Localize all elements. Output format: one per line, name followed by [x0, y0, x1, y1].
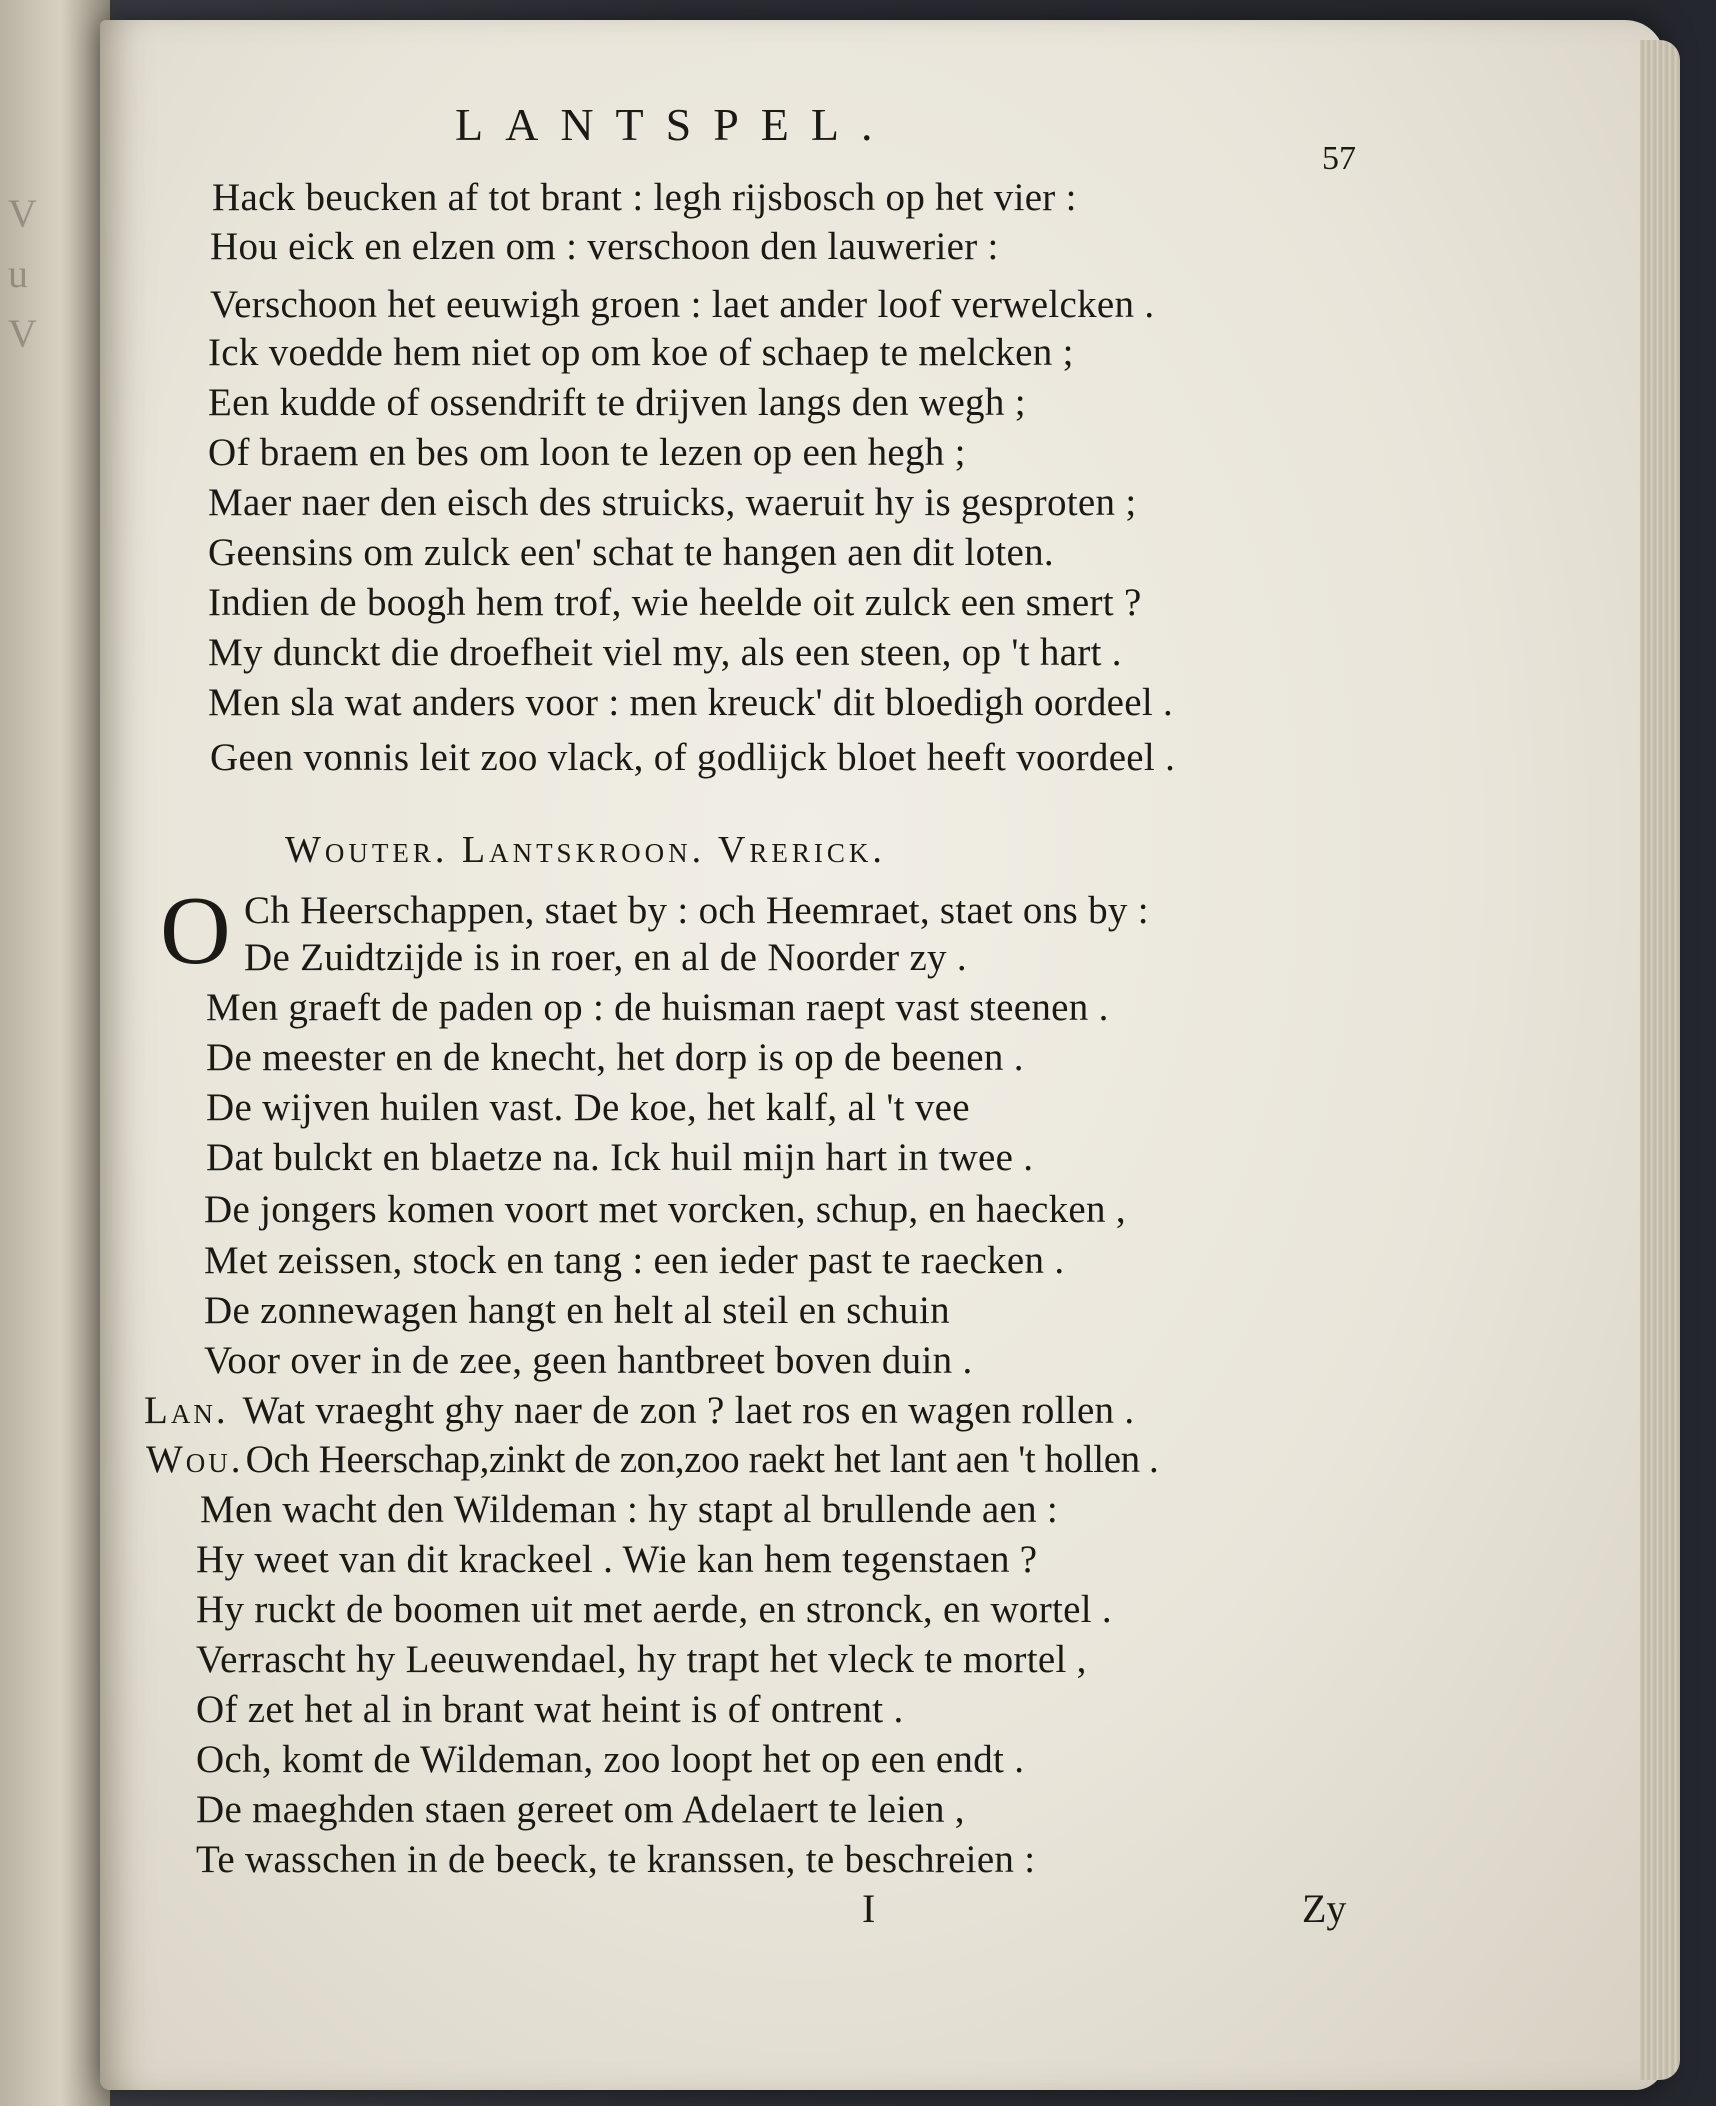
page-number: 57 [1322, 140, 1356, 177]
verse-line: Och, komt de Wildeman, zoo loopt het op een endt . [196, 1738, 1025, 1781]
verse-line: Maer naer den eisch des struicks, waeruit hy is gesproten ; [208, 481, 1137, 524]
signature-mark: I [862, 1886, 876, 1931]
verse-line: Men sla wat anders voor : men kreuck' dit bloedigh oordeel . [208, 681, 1174, 724]
verse-line: Of braem en bes om loon te lezen op een hegh ; [208, 431, 966, 474]
verse-line: De maeghden staen gereet om Adelaert te leien , [196, 1788, 965, 1831]
speaker-label: Wou. [146, 1438, 244, 1481]
verse-line: Verschoon het eeuwigh groen : laet ander loof verwelcken . [210, 283, 1155, 326]
verse-line: Of zet het al in brant wat heint is of ontrent . [196, 1688, 904, 1731]
verse-line: Men graeft de paden op : de huisman raept vast steenen . [206, 986, 1109, 1029]
verse-line: De jongers komen voort met vorcken, schup, en haecken , [204, 1188, 1126, 1231]
catchword: Zy [1302, 1886, 1347, 1931]
drop-cap: O [160, 877, 231, 985]
facing-page-ghost-text: u [8, 251, 28, 296]
verse-line: De meester en de knecht, het dorp is op de beenen . [206, 1036, 1024, 1079]
verse-line: Verrascht hy Leeuwendael, hy trapt het vleck te mortel , [196, 1638, 1087, 1681]
verse-line: Hou eick en elzen om : verschoon den lauwerier : [210, 225, 999, 268]
verse-line: Dat bulckt en blaetze na. Ick huil mijn hart in twee . [206, 1136, 1034, 1179]
verse-line: Hy ruckt de boomen uit met aerde, en stronck, en wortel . [196, 1588, 1112, 1631]
speaker-label: Lan. [144, 1389, 229, 1432]
verse-line: Met zeissen, stock en tang : een ieder past te raecken . [204, 1239, 1065, 1282]
verse-line: Te wasschen in de beeck, te kranssen, te beschreien : [196, 1838, 1036, 1881]
running-head: LANTSPEL. [455, 99, 895, 150]
verse-line: Men wacht den Wildeman : hy stapt al brullende aen : [200, 1488, 1059, 1531]
verse-line: Indien de boogh hem trof, wie heelde oit zulck een smert ? [208, 581, 1142, 624]
verse-line: Hack beucken af tot brant : legh rijsbosch op het vier : [212, 176, 1077, 219]
verse-line: Geensins om zulck een' schat te hangen aen dit loten. [208, 531, 1054, 574]
scene-heading: Wouter. Lantskroon. Vrerick. [285, 829, 886, 871]
facing-page-ghost-text: V [8, 311, 37, 356]
verse-line: Ch Heerschappen, staet by : och Heemraet, staet ons by : [244, 889, 1149, 932]
dialogue-text: Och Heerschap,zinkt de zon,zoo raekt het lant aen 't hollen . [245, 1438, 1159, 1481]
verse-line: Voor over in de zee, geen hantbreet boven duin . [204, 1339, 973, 1382]
verse-line: Geen vonnis leit zoo vlack, of godlijck bloet heeft voordeel . [210, 736, 1176, 779]
verse-line: De zonnewagen hangt en helt al steil en schuin [204, 1289, 950, 1332]
verse-line: De wijven huilen vast. De koe, het kalf, al 't vee [206, 1086, 970, 1129]
page-stack-edge [1640, 40, 1680, 2080]
dialogue-line [144, 1388, 1134, 1433]
dialogue-line [146, 1437, 1158, 1482]
verse-line: Een kudde of ossendrift te drijven langs den wegh ; [208, 381, 1026, 424]
verse-line: Hy weet van dit krackeel . Wie kan hem tegenstaen ? [196, 1538, 1038, 1581]
verse-line: Ick voedde hem niet op om koe of schaep te melcken ; [208, 331, 1074, 374]
dialogue-text: Wat vraeght ghy naer de zon ? laet ros en wagen rollen . [242, 1389, 1135, 1432]
verse-line: My dunckt die droefheit viel my, als een steen, op 't hart . [208, 631, 1122, 674]
facing-page-edge [0, 0, 113, 2106]
verse-line: De Zuidtzijde is in roer, en al de Noorder zy . [244, 936, 967, 979]
facing-page-ghost-text: V [8, 191, 37, 236]
